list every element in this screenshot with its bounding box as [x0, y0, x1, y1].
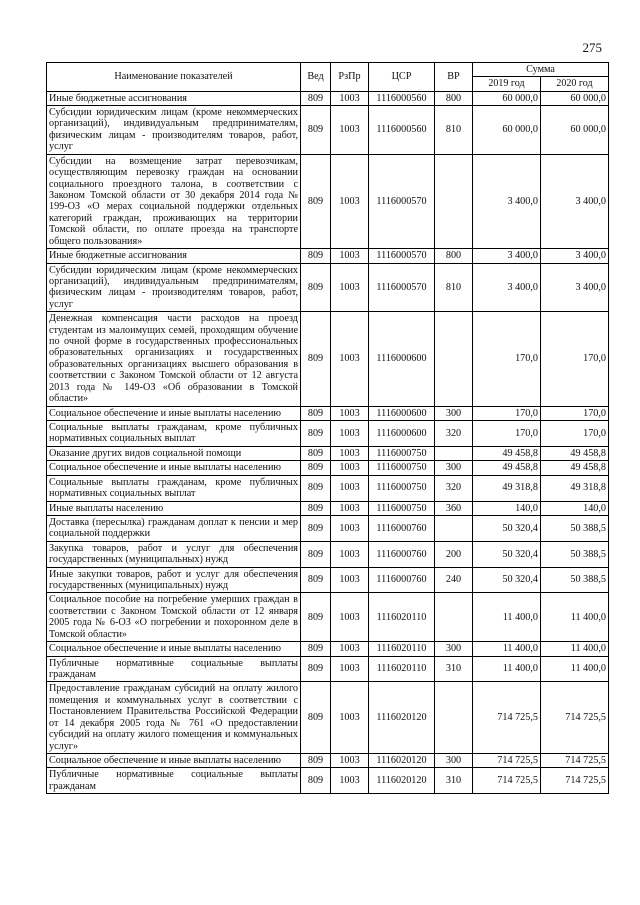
cell-y2019: 49 458,8	[473, 461, 541, 475]
cell-y2020: 49 458,8	[541, 446, 609, 460]
cell-y2019: 50 320,4	[473, 515, 541, 541]
cell-ved: 809	[301, 421, 331, 447]
cell-csr: 1116020110	[369, 656, 435, 682]
cell-y2020: 60 000,0	[541, 106, 609, 155]
header-rzpr: РзПр	[331, 63, 369, 92]
cell-y2020: 3 400,0	[541, 249, 609, 263]
cell-rzpr: 1003	[331, 106, 369, 155]
table-row	[47, 541, 609, 567]
cell-y2019: 60 000,0	[473, 106, 541, 155]
cell-y2020: 714 725,5	[541, 753, 609, 767]
cell-y2020: 170,0	[541, 406, 609, 420]
cell-name: Денежная компенсация части расходов на проезд студентам из малоимущих семей, проходящим обучение по очной форме в государственных профессиональных образовательных организациях и государственных образовательных организациях высшего образования в соответствии с Законом Томской области от 12 августа 2013 года № 149-ОЗ «Об образовании в Томской области»	[47, 312, 301, 406]
cell-name: Публичные нормативные социальные выплаты гражданам	[47, 656, 301, 682]
cell-csr: 1116000760	[369, 515, 435, 541]
cell-rzpr: 1003	[331, 768, 369, 794]
header-ved: Вед	[301, 63, 331, 92]
cell-ved: 809	[301, 461, 331, 475]
cell-vr: 310	[435, 656, 473, 682]
cell-rzpr: 1003	[331, 91, 369, 105]
cell-ved: 809	[301, 541, 331, 567]
cell-name: Социальные выплаты гражданам, кроме публичных нормативных социальных выплат	[47, 421, 301, 447]
header-sum: Сумма	[473, 63, 609, 77]
table-body	[47, 91, 609, 794]
cell-ved: 809	[301, 154, 331, 248]
cell-y2019: 3 400,0	[473, 154, 541, 248]
cell-vr: 810	[435, 263, 473, 312]
cell-vr: 800	[435, 91, 473, 105]
cell-rzpr: 1003	[331, 461, 369, 475]
cell-ved: 809	[301, 475, 331, 501]
cell-rzpr: 1003	[331, 515, 369, 541]
cell-vr: 300	[435, 753, 473, 767]
cell-csr: 1116000570	[369, 249, 435, 263]
cell-vr: 320	[435, 421, 473, 447]
cell-csr: 1116000560	[369, 91, 435, 105]
cell-rzpr: 1003	[331, 501, 369, 515]
cell-y2020: 3 400,0	[541, 154, 609, 248]
cell-csr: 1116020110	[369, 593, 435, 642]
cell-rzpr: 1003	[331, 475, 369, 501]
cell-y2019: 714 725,5	[473, 768, 541, 794]
cell-csr: 1116000760	[369, 541, 435, 567]
cell-vr: 360	[435, 501, 473, 515]
table-row	[47, 682, 609, 754]
cell-vr: 300	[435, 461, 473, 475]
table-row	[47, 312, 609, 406]
cell-y2020: 3 400,0	[541, 263, 609, 312]
cell-csr: 1116000560	[369, 106, 435, 155]
table-row	[47, 593, 609, 642]
table-row	[47, 642, 609, 656]
cell-csr: 1116000570	[369, 154, 435, 248]
cell-rzpr: 1003	[331, 446, 369, 460]
cell-rzpr: 1003	[331, 249, 369, 263]
cell-vr: 240	[435, 567, 473, 593]
cell-name: Социальное пособие на погребение умерших граждан в соответствии с Законом Томской области от 12 января 2005 года № 6-ОЗ «О погребении и похоронном деле в Томской области»	[47, 593, 301, 642]
cell-ved: 809	[301, 446, 331, 460]
cell-y2019: 60 000,0	[473, 91, 541, 105]
cell-name: Социальное обеспечение и иные выплаты населению	[47, 461, 301, 475]
cell-y2020: 49 318,8	[541, 475, 609, 501]
cell-rzpr: 1003	[331, 263, 369, 312]
cell-y2019: 714 725,5	[473, 682, 541, 754]
cell-y2019: 140,0	[473, 501, 541, 515]
cell-rzpr: 1003	[331, 593, 369, 642]
table-row	[47, 475, 609, 501]
cell-y2019: 170,0	[473, 406, 541, 420]
cell-rzpr: 1003	[331, 642, 369, 656]
cell-ved: 809	[301, 593, 331, 642]
cell-csr: 1116020120	[369, 768, 435, 794]
cell-y2019: 3 400,0	[473, 263, 541, 312]
header-csr: ЦСР	[369, 63, 435, 92]
cell-name: Социальные выплаты гражданам, кроме публичных нормативных социальных выплат	[47, 475, 301, 501]
cell-csr: 1116000600	[369, 406, 435, 420]
cell-rzpr: 1003	[331, 541, 369, 567]
cell-csr: 1116000570	[369, 263, 435, 312]
cell-ved: 809	[301, 249, 331, 263]
cell-ved: 809	[301, 263, 331, 312]
cell-vr: 310	[435, 768, 473, 794]
cell-y2020: 170,0	[541, 421, 609, 447]
cell-name: Иные бюджетные ассигнования	[47, 91, 301, 105]
table-row	[47, 446, 609, 460]
cell-rzpr: 1003	[331, 753, 369, 767]
cell-csr: 1116000760	[369, 567, 435, 593]
cell-ved: 809	[301, 106, 331, 155]
table-row	[47, 656, 609, 682]
cell-vr: 800	[435, 249, 473, 263]
cell-y2019: 50 320,4	[473, 567, 541, 593]
table-row	[47, 461, 609, 475]
cell-name: Публичные нормативные социальные выплаты гражданам	[47, 768, 301, 794]
cell-ved: 809	[301, 91, 331, 105]
cell-ved: 809	[301, 682, 331, 754]
table-row	[47, 501, 609, 515]
cell-vr	[435, 154, 473, 248]
cell-csr: 1116000600	[369, 421, 435, 447]
cell-name: Иные выплаты населению	[47, 501, 301, 515]
cell-name: Социальное обеспечение и иные выплаты населению	[47, 753, 301, 767]
cell-y2019: 50 320,4	[473, 541, 541, 567]
table-row	[47, 515, 609, 541]
cell-y2019: 714 725,5	[473, 753, 541, 767]
cell-name: Субсидии юридическим лицам (кроме некоммерческих организаций), индивидуальным предпринимателям, физическим лицам - производителям товаров, работ, услуг	[47, 106, 301, 155]
cell-y2019: 49 458,8	[473, 446, 541, 460]
cell-vr	[435, 515, 473, 541]
cell-vr	[435, 312, 473, 406]
table-row	[47, 249, 609, 263]
cell-y2019: 49 318,8	[473, 475, 541, 501]
cell-y2020: 714 725,5	[541, 768, 609, 794]
header-year-2020: 2020 год	[541, 77, 609, 91]
cell-name: Предоставление гражданам субсидий на оплату жилого помещения и коммунальных услуг в соответствии с Постановлением Правительства Российской Федерации от 14 декабря 2005 года № 761 «О предоставлении субсидий на оплату жилого помещения и коммунальных услуг»	[47, 682, 301, 754]
header-name: Наименование показателей	[47, 63, 301, 92]
cell-y2020: 49 458,8	[541, 461, 609, 475]
cell-y2020: 50 388,5	[541, 515, 609, 541]
cell-ved: 809	[301, 501, 331, 515]
cell-name: Закупка товаров, работ и услуг для обеспечения государственных (муниципальных) нужд	[47, 541, 301, 567]
cell-y2019: 3 400,0	[473, 249, 541, 263]
cell-ved: 809	[301, 312, 331, 406]
cell-name: Субсидии на возмещение затрат перевозчикам, осуществляющим перевозку граждан на основании социального проездного талона, в соответствии с Законом Томской области от 30 декабря 2014 года № 199-ОЗ «О мерах социальной поддержки отдельных категорий граждан, проживающих на территории Томской области, по оплате проезда на транспорте общего пользования»	[47, 154, 301, 248]
cell-ved: 809	[301, 642, 331, 656]
cell-name: Субсидии юридическим лицам (кроме некоммерческих организаций), индивидуальным предпринимателям, физическим лицам - производителям товаров, работ, услуг	[47, 263, 301, 312]
cell-csr: 1116000600	[369, 312, 435, 406]
cell-vr: 200	[435, 541, 473, 567]
cell-name: Оказание других видов социальной помощи	[47, 446, 301, 460]
cell-ved: 809	[301, 406, 331, 420]
cell-csr: 1116000750	[369, 461, 435, 475]
cell-y2019: 11 400,0	[473, 593, 541, 642]
cell-csr: 1116020120	[369, 753, 435, 767]
cell-name: Социальное обеспечение и иные выплаты населению	[47, 642, 301, 656]
table-row	[47, 567, 609, 593]
cell-y2019: 11 400,0	[473, 656, 541, 682]
cell-csr: 1116020110	[369, 642, 435, 656]
cell-rzpr: 1003	[331, 567, 369, 593]
cell-y2020: 11 400,0	[541, 642, 609, 656]
page-number: 275	[582, 40, 602, 55]
cell-name: Социальное обеспечение и иные выплаты населению	[47, 406, 301, 420]
table-row	[47, 91, 609, 105]
cell-y2020: 60 000,0	[541, 91, 609, 105]
cell-csr: 1116000750	[369, 501, 435, 515]
budget-table	[46, 62, 609, 794]
cell-vr	[435, 593, 473, 642]
cell-y2020: 714 725,5	[541, 682, 609, 754]
table-row	[47, 753, 609, 767]
table-row	[47, 263, 609, 312]
cell-y2020: 50 388,5	[541, 567, 609, 593]
cell-ved: 809	[301, 753, 331, 767]
cell-vr: 300	[435, 406, 473, 420]
cell-y2020: 170,0	[541, 312, 609, 406]
cell-rzpr: 1003	[331, 312, 369, 406]
table-row	[47, 421, 609, 447]
cell-y2019: 11 400,0	[473, 642, 541, 656]
cell-y2020: 11 400,0	[541, 656, 609, 682]
cell-ved: 809	[301, 768, 331, 794]
table-row	[47, 768, 609, 794]
cell-y2020: 11 400,0	[541, 593, 609, 642]
header-year-2019: 2019 год	[473, 77, 541, 91]
cell-vr	[435, 446, 473, 460]
cell-vr: 810	[435, 106, 473, 155]
cell-vr	[435, 682, 473, 754]
cell-name: Иные закупки товаров, работ и услуг для обеспечения государственных (муниципальных) нужд	[47, 567, 301, 593]
cell-vr: 320	[435, 475, 473, 501]
table-row	[47, 154, 609, 248]
cell-rzpr: 1003	[331, 154, 369, 248]
cell-csr: 1116020120	[369, 682, 435, 754]
cell-rzpr: 1003	[331, 656, 369, 682]
table-row	[47, 106, 609, 155]
header-vr: ВР	[435, 63, 473, 92]
cell-csr: 1116000750	[369, 475, 435, 501]
cell-ved: 809	[301, 656, 331, 682]
cell-y2020: 140,0	[541, 501, 609, 515]
cell-rzpr: 1003	[331, 421, 369, 447]
cell-y2019: 170,0	[473, 421, 541, 447]
table-row	[47, 406, 609, 420]
cell-name: Иные бюджетные ассигнования	[47, 249, 301, 263]
cell-y2020: 50 388,5	[541, 541, 609, 567]
cell-rzpr: 1003	[331, 682, 369, 754]
cell-ved: 809	[301, 515, 331, 541]
cell-vr: 300	[435, 642, 473, 656]
cell-y2019: 170,0	[473, 312, 541, 406]
cell-name: Доставка (пересылка) гражданам доплат к пенсии и мер социальной поддержки	[47, 515, 301, 541]
cell-rzpr: 1003	[331, 406, 369, 420]
cell-ved: 809	[301, 567, 331, 593]
cell-csr: 1116000750	[369, 446, 435, 460]
